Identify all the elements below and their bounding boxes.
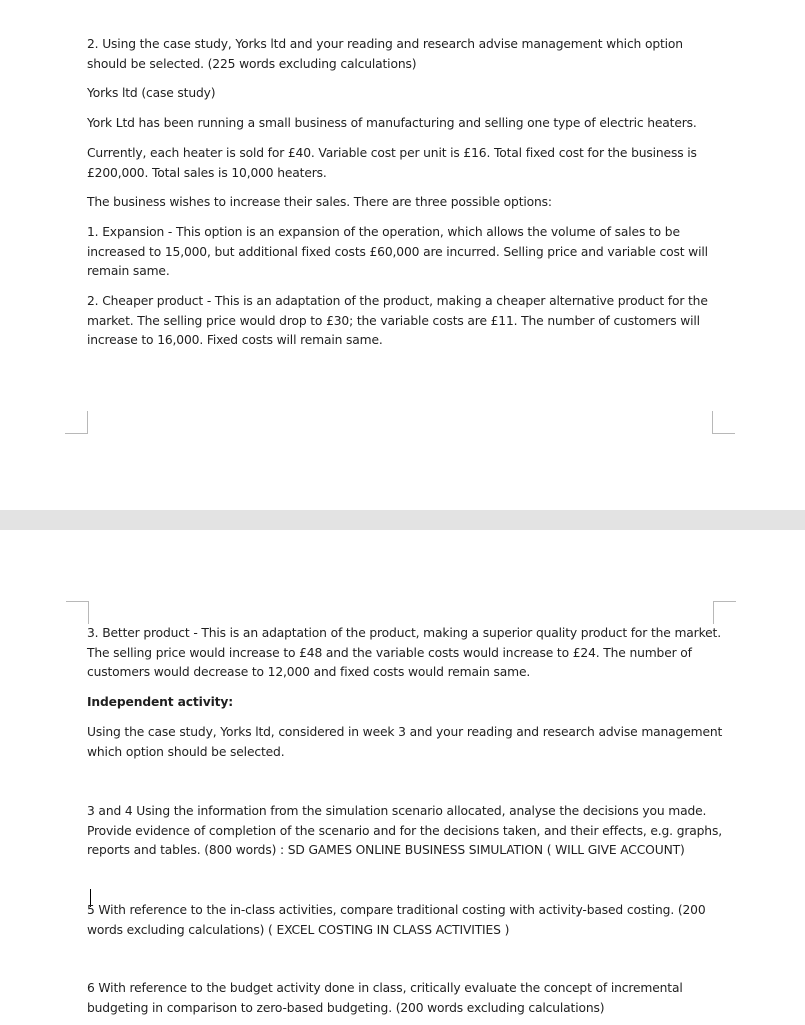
text-line: The business wishes to increase their sales. There are three possible options: — [87, 195, 552, 209]
text-line: budgeting in comparison to zero-based budgeting. (200 words excluding calculations) — [87, 1000, 605, 1015]
text-line: Currently, each heater is sold for £40. Variable cost per unit is £16. Total fixed cost for the business is — [87, 146, 697, 160]
text-line: Using the case study, Yorks ltd, considered in week 3 and your reading and research advise management — [87, 725, 723, 739]
option-2-paragraph — [87, 292, 727, 351]
text-line: 5 With reference to the in-class activities, compare traditional costing with activity-based costing. (200 — [87, 903, 706, 917]
case-intro-paragraph — [87, 114, 727, 134]
independent-activity-heading — [87, 693, 727, 713]
text-line: 2. Using the case study, Yorks ltd and your reading and research advise management which option — [87, 37, 683, 51]
text-line: Provide evidence of completion of the scenario and for the decisions taken, and their effects, e.g. graphs, — [87, 823, 722, 838]
text-line: reports and tables. (800 words) : SD GAMES ONLINE BUSINESS SIMULATION ( WILL GIVE ACCOUNT) — [87, 843, 685, 857]
text-line: The selling price would increase to £48 and the variable costs would increase to £24. The number of — [87, 645, 692, 660]
text-line: York Ltd has been running a small business of manufacturing and selling one type of electric heaters. — [87, 116, 697, 130]
option-1-paragraph — [87, 223, 727, 282]
text-line: market. The selling price would drop to £30; the variable costs are £11. The number of customers will — [87, 313, 700, 328]
text-line: Independent activity: — [87, 695, 233, 709]
option-3-paragraph — [87, 624, 727, 683]
text-line: increased to 15,000, but additional fixed costs £60,000 are incurred. Selling price and variable cost will — [87, 244, 708, 259]
question-2-heading — [87, 35, 727, 74]
question-5-paragraph — [87, 901, 727, 940]
text-line: Yorks ltd (case study) — [87, 86, 216, 100]
text-line: words excluding calculations) ( EXCEL COSTING IN CLASS ACTIVITIES ) — [87, 922, 510, 937]
margin-corner-mark — [66, 601, 89, 624]
question-6-paragraph — [87, 979, 727, 1018]
text-line: customers would decrease to 12,000 and fixed costs would remain same. — [87, 665, 531, 679]
text-line: remain same. — [87, 264, 170, 278]
independent-activity-text — [87, 723, 727, 762]
text-line: 3 and 4 Using the information from the simulation scenario allocated, analyse the decisions you made. — [87, 804, 707, 818]
margin-corner-mark — [712, 411, 735, 434]
text-line: increase to 16,000. Fixed costs will remain same. — [87, 333, 383, 347]
text-line: 3. Better product - This is an adaptation of the product, making a superior quality product for the market. — [87, 626, 721, 640]
text-line: £200,000. Total sales is 10,000 heaters. — [87, 165, 327, 180]
margin-corner-mark — [65, 411, 88, 434]
text-line: 1. Expansion - This option is an expansion of the operation, which allows the volume of sales to be — [87, 225, 680, 239]
margin-corner-mark — [713, 601, 736, 624]
document-page-2 — [0, 530, 805, 1025]
text-line: which option should be selected. — [87, 744, 285, 759]
text-line: 2. Cheaper product - This is an adaptation of the product, making a cheaper alternative product for the — [87, 294, 708, 308]
case-study-title — [87, 84, 727, 104]
current-figures-paragraph — [87, 144, 727, 183]
text-line: 6 With reference to the budget activity done in class, critically evaluate the concept of incremental — [87, 981, 683, 995]
text-line: should be selected. (225 words excluding calculations) — [87, 56, 417, 71]
page-gap — [0, 510, 805, 530]
question-3-4-paragraph — [87, 802, 727, 861]
options-intro-paragraph — [87, 193, 727, 213]
